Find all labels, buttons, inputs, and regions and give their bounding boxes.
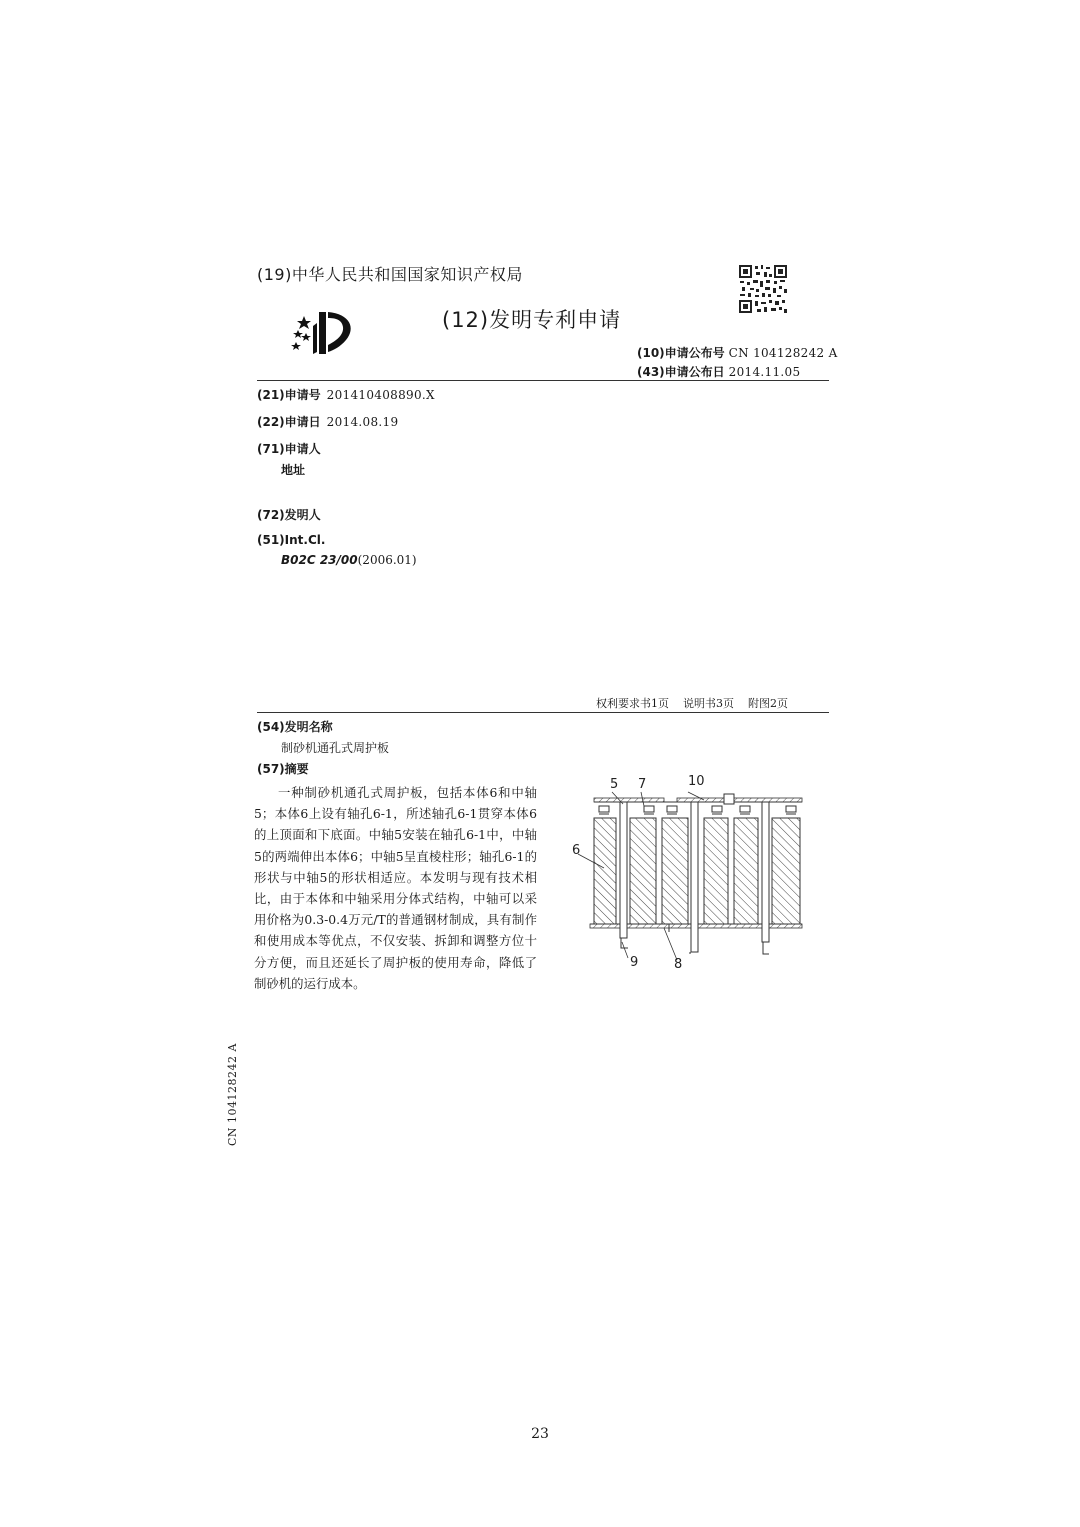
pages-divider — [257, 712, 829, 713]
drawings-pages: 附图2页 — [748, 697, 788, 710]
applicant-row — [257, 440, 321, 457]
claims-pages: 权利要求书1页 — [596, 697, 669, 710]
abstract-figure — [572, 772, 812, 972]
publication-number-label: (10)申请公布号 — [637, 346, 725, 360]
figure-label-9: 9 — [630, 955, 639, 970]
document-type: (12)发明专利申请 — [442, 308, 622, 332]
figure-label-6: 6 — [572, 843, 581, 858]
patent-office-logo — [290, 306, 360, 356]
invention-title-label-row — [257, 718, 333, 735]
filing-date-label: (22)申请日 — [257, 415, 321, 429]
filing-date: 2014.08.19 — [326, 415, 399, 429]
int-cl-label: (51)Int.Cl. — [257, 533, 326, 547]
inventor-label: (72)发明人 — [257, 508, 321, 522]
side-publication-id: CN 104128242 A — [226, 1043, 239, 1146]
int-cl-row — [257, 533, 325, 547]
application-number: 201410408890.X — [326, 388, 435, 402]
filing-date-row — [257, 413, 398, 430]
abstract-label: (57)摘要 — [257, 762, 309, 776]
invention-title-label: (54)发明名称 — [257, 720, 333, 734]
page-number: 23 — [531, 1426, 549, 1442]
patent-office-name: (19)中华人民共和国国家知识产权局 — [257, 265, 523, 284]
address-label: 地址 — [281, 463, 306, 477]
publication-date-label: (43)申请公布日 — [637, 365, 725, 379]
invention-title: 制砂机通孔式周护板 — [281, 741, 390, 755]
publication-date: 2014.11.05 — [728, 365, 801, 379]
applicant-label: (71)申请人 — [257, 442, 321, 456]
inventor-row — [257, 506, 321, 523]
int-cl-code: B02C 23/00 — [281, 553, 358, 567]
int-cl-version: (2006.01) — [357, 553, 417, 567]
header-divider — [257, 380, 829, 381]
application-number-label: (21)申请号 — [257, 388, 321, 402]
qr-code — [738, 264, 788, 314]
abstract-label-row — [257, 760, 309, 777]
publication-number: CN 104128242 A — [728, 346, 838, 360]
figure-label-10: 10 — [688, 774, 705, 789]
abstract-text: 一种制砂机通孔式周护板，包括本体6和中轴5；本体6上设有轴孔6-1，所述轴孔6-1贯穿本体6的上顶面和下底面。中轴5安装在轴孔6-1中，中轴5的两端伸出本体6；中轴5呈直棱柱形；轴孔6-1的形状与中轴5的形状相适应。本发明与现有技术相比，由于本体和中轴采用分体式结构，中轴可以采用价格为0.3-0.4万元/T的普通钢材制成，具有制作和使用成本等优点，不仅安装、拆卸和调整方位十分方便，而且还延长了周护板的使用寿命，降低了制砂机的运行成本。 — [254, 785, 537, 991]
description-pages: 说明书3页 — [683, 697, 734, 710]
page-counts — [596, 695, 802, 711]
application-number-row — [257, 386, 435, 403]
publication-number-row — [637, 344, 838, 361]
figure-label-5: 5 — [610, 777, 619, 792]
figure-label-7: 7 — [638, 777, 647, 792]
figure-label-8: 8 — [674, 957, 683, 972]
publication-date-row — [637, 363, 800, 380]
int-cl-classification — [281, 553, 417, 567]
